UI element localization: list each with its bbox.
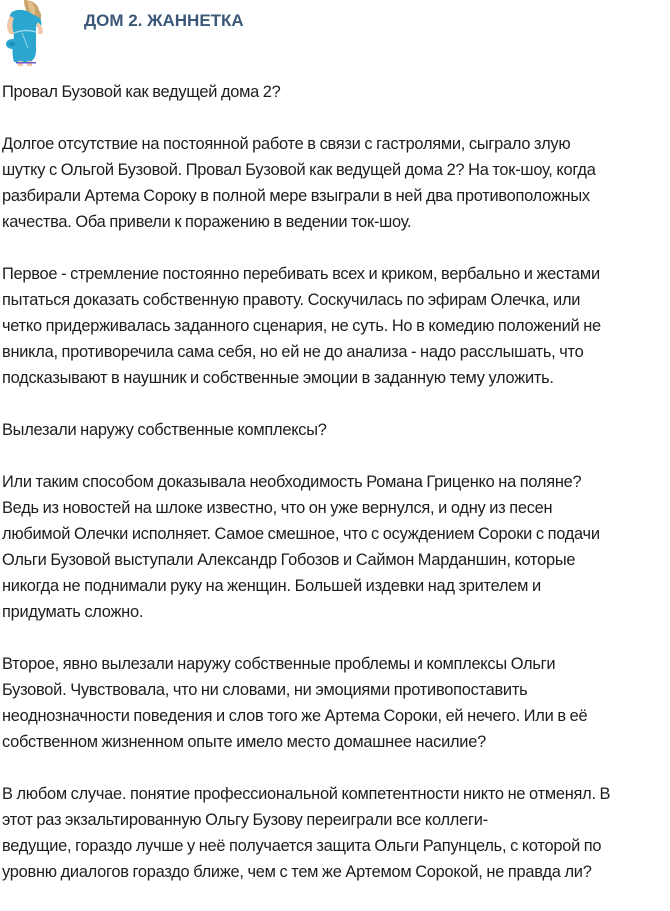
article-paragraph — [2, 651, 666, 755]
text-line: вникла, противоречила сама себя, но ей не до анализа - надо расслышать, что — [2, 343, 584, 361]
text-line: никогда не поднимали руку на женщин. Большей издевки над зрителем и — [2, 577, 541, 595]
channel-title[interactable]: ДОМ 2. ЖАННЕТКА — [84, 11, 244, 30]
text-line: Бузовой. Чувствовала, что ни словами, ни эмоциями противопоставить — [2, 681, 528, 699]
text-line: Ведь из новостей на шлоке известно, что он уже вернулся, и одну из песен — [2, 499, 553, 517]
text-line: Второе, явно вылезали наружу собственные проблемы и комплексы Ольги — [2, 655, 556, 673]
article-paragraph — [2, 469, 666, 625]
article-paragraph — [2, 261, 666, 391]
channel-avatar[interactable] — [2, 0, 52, 66]
text-line: пытаться доказать собственную правоту. Соскучилась по эфирам Олечка, или — [2, 291, 581, 309]
article-paragraph — [2, 781, 666, 885]
text-line: любимой Олечки исполняет. Самое смешное, что с осуждением Сороки с подачи — [2, 525, 600, 543]
text-line: неоднозначности поведения и слов того же Артема Сороки, ей нечего. Или в её — [2, 707, 588, 725]
text-line: ведущие, гораздо лучше у неё получается защита Ольги Рапунцель, с которой по — [2, 837, 602, 855]
article-subheading-paragraph — [2, 417, 666, 443]
text-line: Вылезали наружу собственные комплексы? — [2, 421, 327, 439]
text-line: собственном жизненном опыте имело место домашнее насилие? — [2, 733, 486, 751]
text-line: качества. Оба привели к поражению в ведении ток-шоу. — [2, 213, 412, 231]
text-line: разбирали Артема Сороку в полной мере взыграли в ней два противоположных — [2, 187, 590, 205]
avatar-girl-blue-dress-icon — [2, 0, 52, 66]
article-body — [2, 79, 666, 911]
text-line: шутку с Ольгой Бузовой. Провал Бузовой как ведущей дома 2? На ток-шоу, когда — [2, 161, 596, 179]
text-line: этот раз экзальтированную Ольгу Бузову переиграли все коллеги- — [2, 811, 488, 829]
text-line: Первое - стремление постоянно перебивать всех и криком, вербально и жестами — [2, 265, 600, 283]
article-paragraph — [2, 131, 666, 235]
text-line: В любом случае. понятие профессиональной компетентности никто не отменял. В — [2, 785, 611, 803]
article-heading-paragraph — [2, 79, 666, 105]
text-line: Или таким способом доказывала необходимость Романа Гриценко на поляне? — [2, 473, 582, 491]
text-line: Ольги Бузовой выступали Александр Гобозов и Саймон Марданшин, которые — [2, 551, 576, 569]
text-line: Провал Бузовой как ведущей дома 2? — [2, 83, 281, 101]
text-line: Долгое отсутствие на постоянной работе в связи с гастролями, сыграло злую — [2, 135, 571, 153]
text-line: четко придерживалась заданного сценария, не суть. Но в комедию положений не — [2, 317, 601, 335]
text-line: подсказывают в наушник и собственные эмоции в заданную тему уложить. — [2, 369, 554, 387]
text-line: уровню диалогов гораздо ближе, чем с тем же Артемом Сорокой, не правда ли? — [2, 863, 592, 881]
text-line: придумать сложно. — [2, 603, 144, 621]
channel-header — [0, 0, 670, 70]
